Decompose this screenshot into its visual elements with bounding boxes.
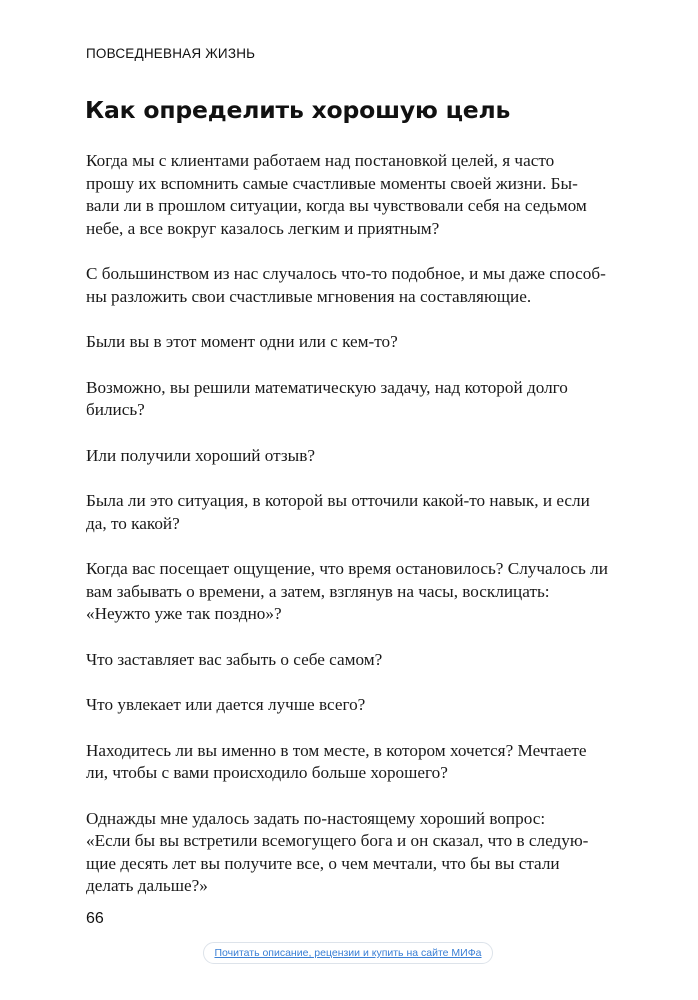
paragraph xyxy=(86,808,631,898)
text-line: Однажды мне удалось задать по-настоящему хороший вопрос: xyxy=(86,808,546,828)
text-line: Возможно, вы решили математическую задачу, над которой долго xyxy=(86,377,568,397)
text-line: ны разложить свои счастливые мгновения на составляющие. xyxy=(86,286,532,306)
paragraph xyxy=(86,377,631,422)
text-line: Когда мы с клиентами работаем над постановкой целей, я часто xyxy=(86,151,555,170)
store-link[interactable]: Почитать описание, рецензии и купить на сайте МИФа xyxy=(203,942,493,964)
paragraph xyxy=(86,649,631,672)
text-line: щие десять лет вы получите все, о чем мечтали, что бы вы стали xyxy=(86,853,560,873)
paragraph xyxy=(86,558,631,626)
text-line: Была ли это ситуация, в которой вы отточили какой-то навык, и если xyxy=(86,491,590,510)
paragraph xyxy=(86,331,631,354)
text-line: прошу их вспомнить самые счастливые моменты своей жизни. Бы- xyxy=(86,173,578,193)
text-line: да, то какой? xyxy=(86,513,180,533)
text-line: небе, а все вокруг казалось легким и приятным? xyxy=(86,218,440,238)
text-line: ли, чтобы с вами происходило больше хорошего? xyxy=(86,763,448,782)
paragraph xyxy=(86,740,631,785)
text-line: «Неужто уже так поздно»? xyxy=(86,604,282,623)
text-line: Когда вас посещает ощущение, что время остановилось? Случалось ли xyxy=(86,559,608,578)
page-number: 66 xyxy=(86,910,104,927)
text-line: Или получили хороший отзыв? xyxy=(86,445,315,465)
paragraph xyxy=(86,490,631,535)
text-line: Что заставляет вас забыть о себе самом? xyxy=(86,649,383,669)
paragraph xyxy=(86,263,631,308)
text-line: вали ли в прошлом ситуации, когда вы чувствовали себя на седьмом xyxy=(86,196,587,215)
text-line: С большинством из нас случалось что-то подобное, и мы даже способ- xyxy=(86,264,606,283)
paragraph xyxy=(86,694,631,717)
text-line: Находитесь ли вы именно в том месте, в котором хочется? Мечтаете xyxy=(86,740,587,760)
text-line: бились? xyxy=(86,400,145,419)
running-head: ПОВСЕДНЕВНАЯ ЖИЗНЬ xyxy=(86,46,256,61)
text-line: Что увлекает или дается лучше всего? xyxy=(86,695,366,714)
paragraph xyxy=(86,445,631,468)
text-line: вам забывать о времени, а затем, взглянув на часы, восклицать: xyxy=(86,581,550,601)
article-title: Как определить хорошую цель xyxy=(85,96,511,124)
text-line: «Если бы вы встретили всемогущего бога и он сказал, что в следую- xyxy=(86,831,589,850)
article-body xyxy=(86,150,631,921)
text-line: делать дальше?» xyxy=(86,876,208,895)
text-line: Были вы в этот момент одни или с кем-то? xyxy=(86,332,398,351)
paragraph xyxy=(86,150,631,240)
